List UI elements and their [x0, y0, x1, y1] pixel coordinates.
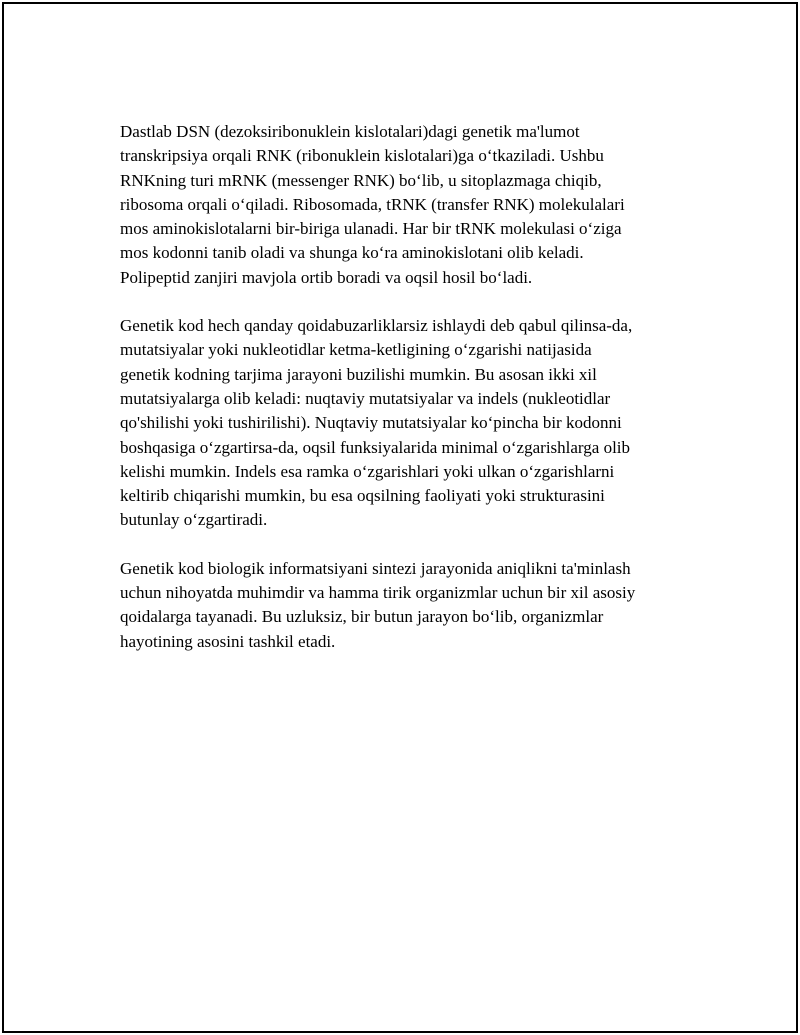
text-line: mutatsiyalar yoki nukleotidlar ketma-ketligining o‘zgarishi natijasida: [120, 340, 592, 360]
text-line: Dastlab DSN (dezoksiribonuklein kislotalari)dagi genetik ma'lumot: [120, 122, 580, 141]
document-body: [120, 120, 688, 678]
text-line: mos aminokislotalarni bir-biriga ulanadi. Har bir tRNK molekulasi o‘ziga: [120, 219, 622, 239]
text-line: ribosoma orqali o‘qiladi. Ribosomada, tRNK (transfer RNK) molekulalari: [120, 194, 625, 214]
text-line: genetik kodning tarjima jarayoni buzilishi mumkin. Bu asosan ikki xil: [120, 364, 597, 384]
text-line: uchun nihoyatda muhimdir va hamma tirik organizmlar uchun bir xil asosiy: [120, 583, 636, 603]
text-line: Genetik kod biologik informatsiyani sintezi jarayonida aniqlikni ta'minlash: [120, 558, 631, 578]
text-line: butunlay o‘zgartiradi.: [120, 510, 268, 530]
text-line: kelishi mumkin. Indels esa ramka o‘zgarishlari yoki ulkan o‘zgarishlarni: [120, 461, 615, 481]
paragraph-3: [120, 557, 688, 654]
text-line: hayotining asosini tashkil etadi.: [120, 631, 336, 651]
text-line: mutatsiyalarga olib keladi: nuqtaviy mutatsiyalar va indels (nukleotidlar: [120, 388, 611, 408]
text-line: mos kodonni tanib oladi va shunga ko‘ra aminokislotani olib keladi.: [120, 243, 584, 263]
paragraph-1: [120, 120, 688, 290]
text-line: keltirib chiqarishi mumkin, bu esa oqsilning faoliyati yoki strukturasini: [120, 486, 605, 506]
document-page: [2, 2, 798, 1033]
text-line: Polipeptid zanjiri mavjola ortib boradi va oqsil hosil bo‘ladi.: [120, 267, 533, 287]
text-line: Genetik kod hech qanday qoidabuzarliklarsiz ishlaydi deb qabul qilinsa-da,: [120, 316, 633, 336]
text-line: qo'shilishi yoki tushirilishi). Nuqtaviy mutatsiyalar ko‘pincha bir kodonni: [120, 413, 622, 433]
text-line: boshqasiga o‘zgartirsa-da, oqsil funksiyalarida minimal o‘zgarishlarga olib: [120, 437, 631, 457]
text-line: RNKning turi mRNK (messenger RNK) bo‘lib, u sitoplazmaga chiqib,: [120, 170, 602, 190]
text-line: qoidalarga tayanadi. Bu uzluksiz, bir butun jarayon bo‘lib, organizmlar: [120, 607, 604, 627]
text-line: transkripsiya orqali RNK (ribonuklein kislotalari)ga o‘tkaziladi. Ushbu: [120, 146, 604, 166]
paragraph-2: [120, 314, 688, 533]
